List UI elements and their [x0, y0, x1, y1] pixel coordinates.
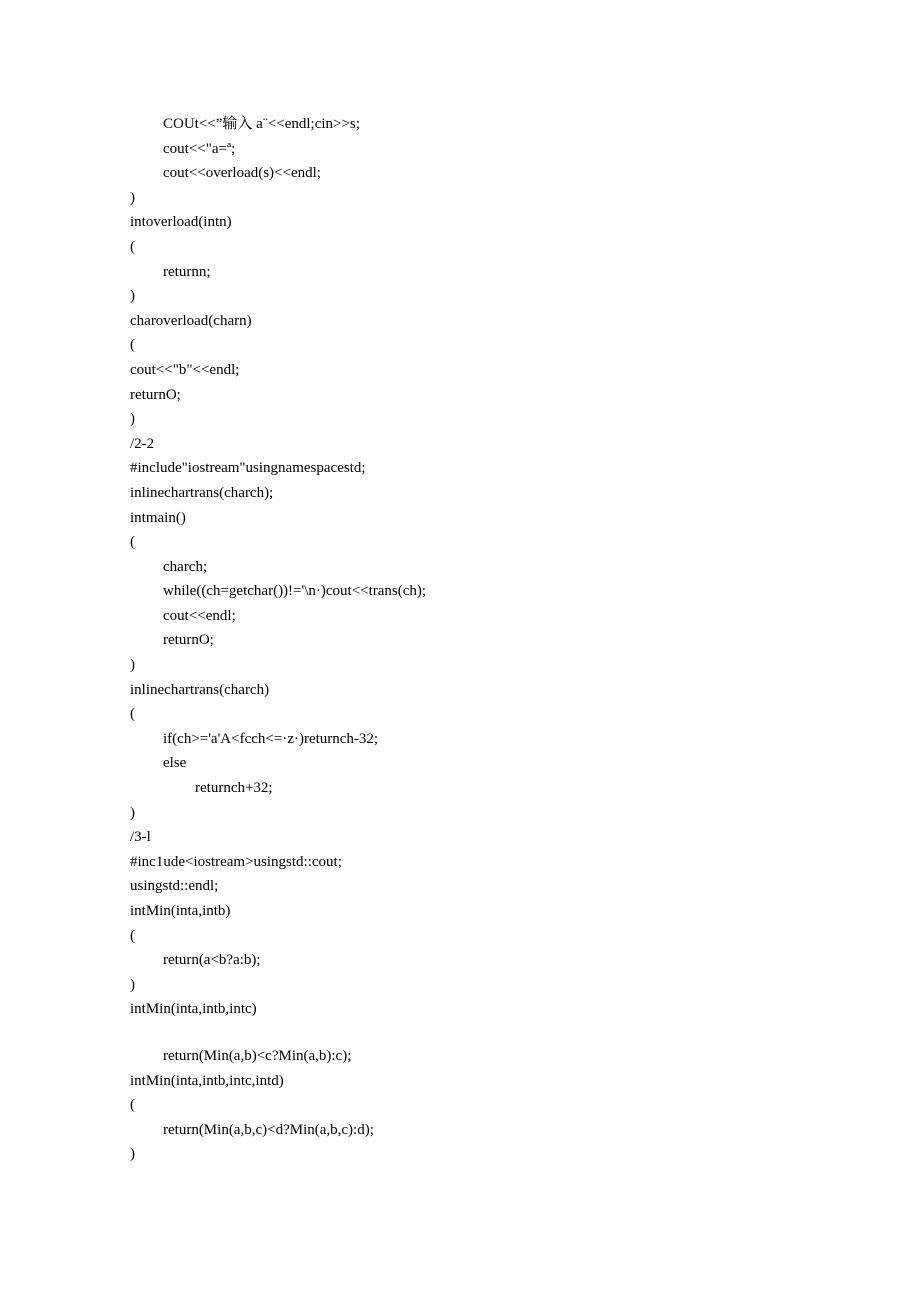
code-line: cout<<overload(s)<<endl; [163, 165, 321, 182]
code-line: cout<<endl; [163, 607, 236, 624]
code-listing [130, 112, 830, 1167]
code-line: return(Min(a,b)<c?Min(a,b):c); [163, 1047, 352, 1064]
code-line: ( [130, 706, 135, 723]
code-line: inlinechartrans(charch); [130, 484, 274, 501]
code-line: ) [130, 976, 135, 993]
code-line: intmain() [130, 509, 186, 526]
code-line: if(ch>='a'A<fcch<=·z·)returnch-32; [163, 730, 379, 747]
code-line: returnn; [163, 263, 211, 280]
code-line: inlinechartrans(charch) [130, 681, 270, 698]
code-line: COUt<<”输入 a¨<<endl;cin>>s; [163, 116, 360, 132]
code-line: charoverload(charn) [130, 312, 252, 329]
code-line: ) [130, 411, 135, 428]
code-line: return(Min(a,b,c)<d?Min(a,b,c):d); [163, 1121, 374, 1138]
code-line: cout<<"b"<<endl; [130, 361, 240, 378]
code-line: ( [130, 1097, 135, 1114]
code-line: returnO; [163, 632, 214, 649]
code-line: ) [130, 804, 135, 821]
code-line: return(a<b?a:b); [163, 952, 261, 969]
code-line: intMin(inta,intb,intc) [130, 1001, 257, 1018]
code-line: intMin(inta,intb,intc,intd) [130, 1072, 284, 1089]
code-line: intMin(inta,intb) [130, 903, 231, 919]
code-line: intoverload(intn) [130, 214, 232, 231]
code-line: ( [130, 534, 135, 551]
code-line: else [163, 755, 187, 772]
code-line: usingstd::endl; [130, 878, 219, 895]
code-line: returnch+32; [195, 780, 273, 797]
code-line: ) [130, 288, 135, 305]
code-line: #include"iostream"usingnamespacestd; [130, 460, 366, 477]
code-line: cout<<"a=ª; [163, 140, 236, 157]
code-line: ) [130, 189, 135, 206]
code-line: while((ch=getchar())!='\n·)cout<<trans(ch); [163, 583, 427, 600]
blank-line [130, 1022, 830, 1044]
code-line: ( [130, 927, 135, 944]
code-line: ) [130, 1146, 135, 1163]
code-line: charch; [163, 558, 208, 575]
code-line: returnO; [130, 386, 181, 403]
section-heading: /3-l [130, 829, 151, 846]
code-line: ( [130, 337, 135, 354]
section-heading: /2-2 [130, 435, 155, 452]
code-line: #inc1ude<iostream>usingstd::cout; [130, 853, 342, 870]
code-line: ( [130, 238, 135, 255]
code-line: ) [130, 657, 135, 674]
